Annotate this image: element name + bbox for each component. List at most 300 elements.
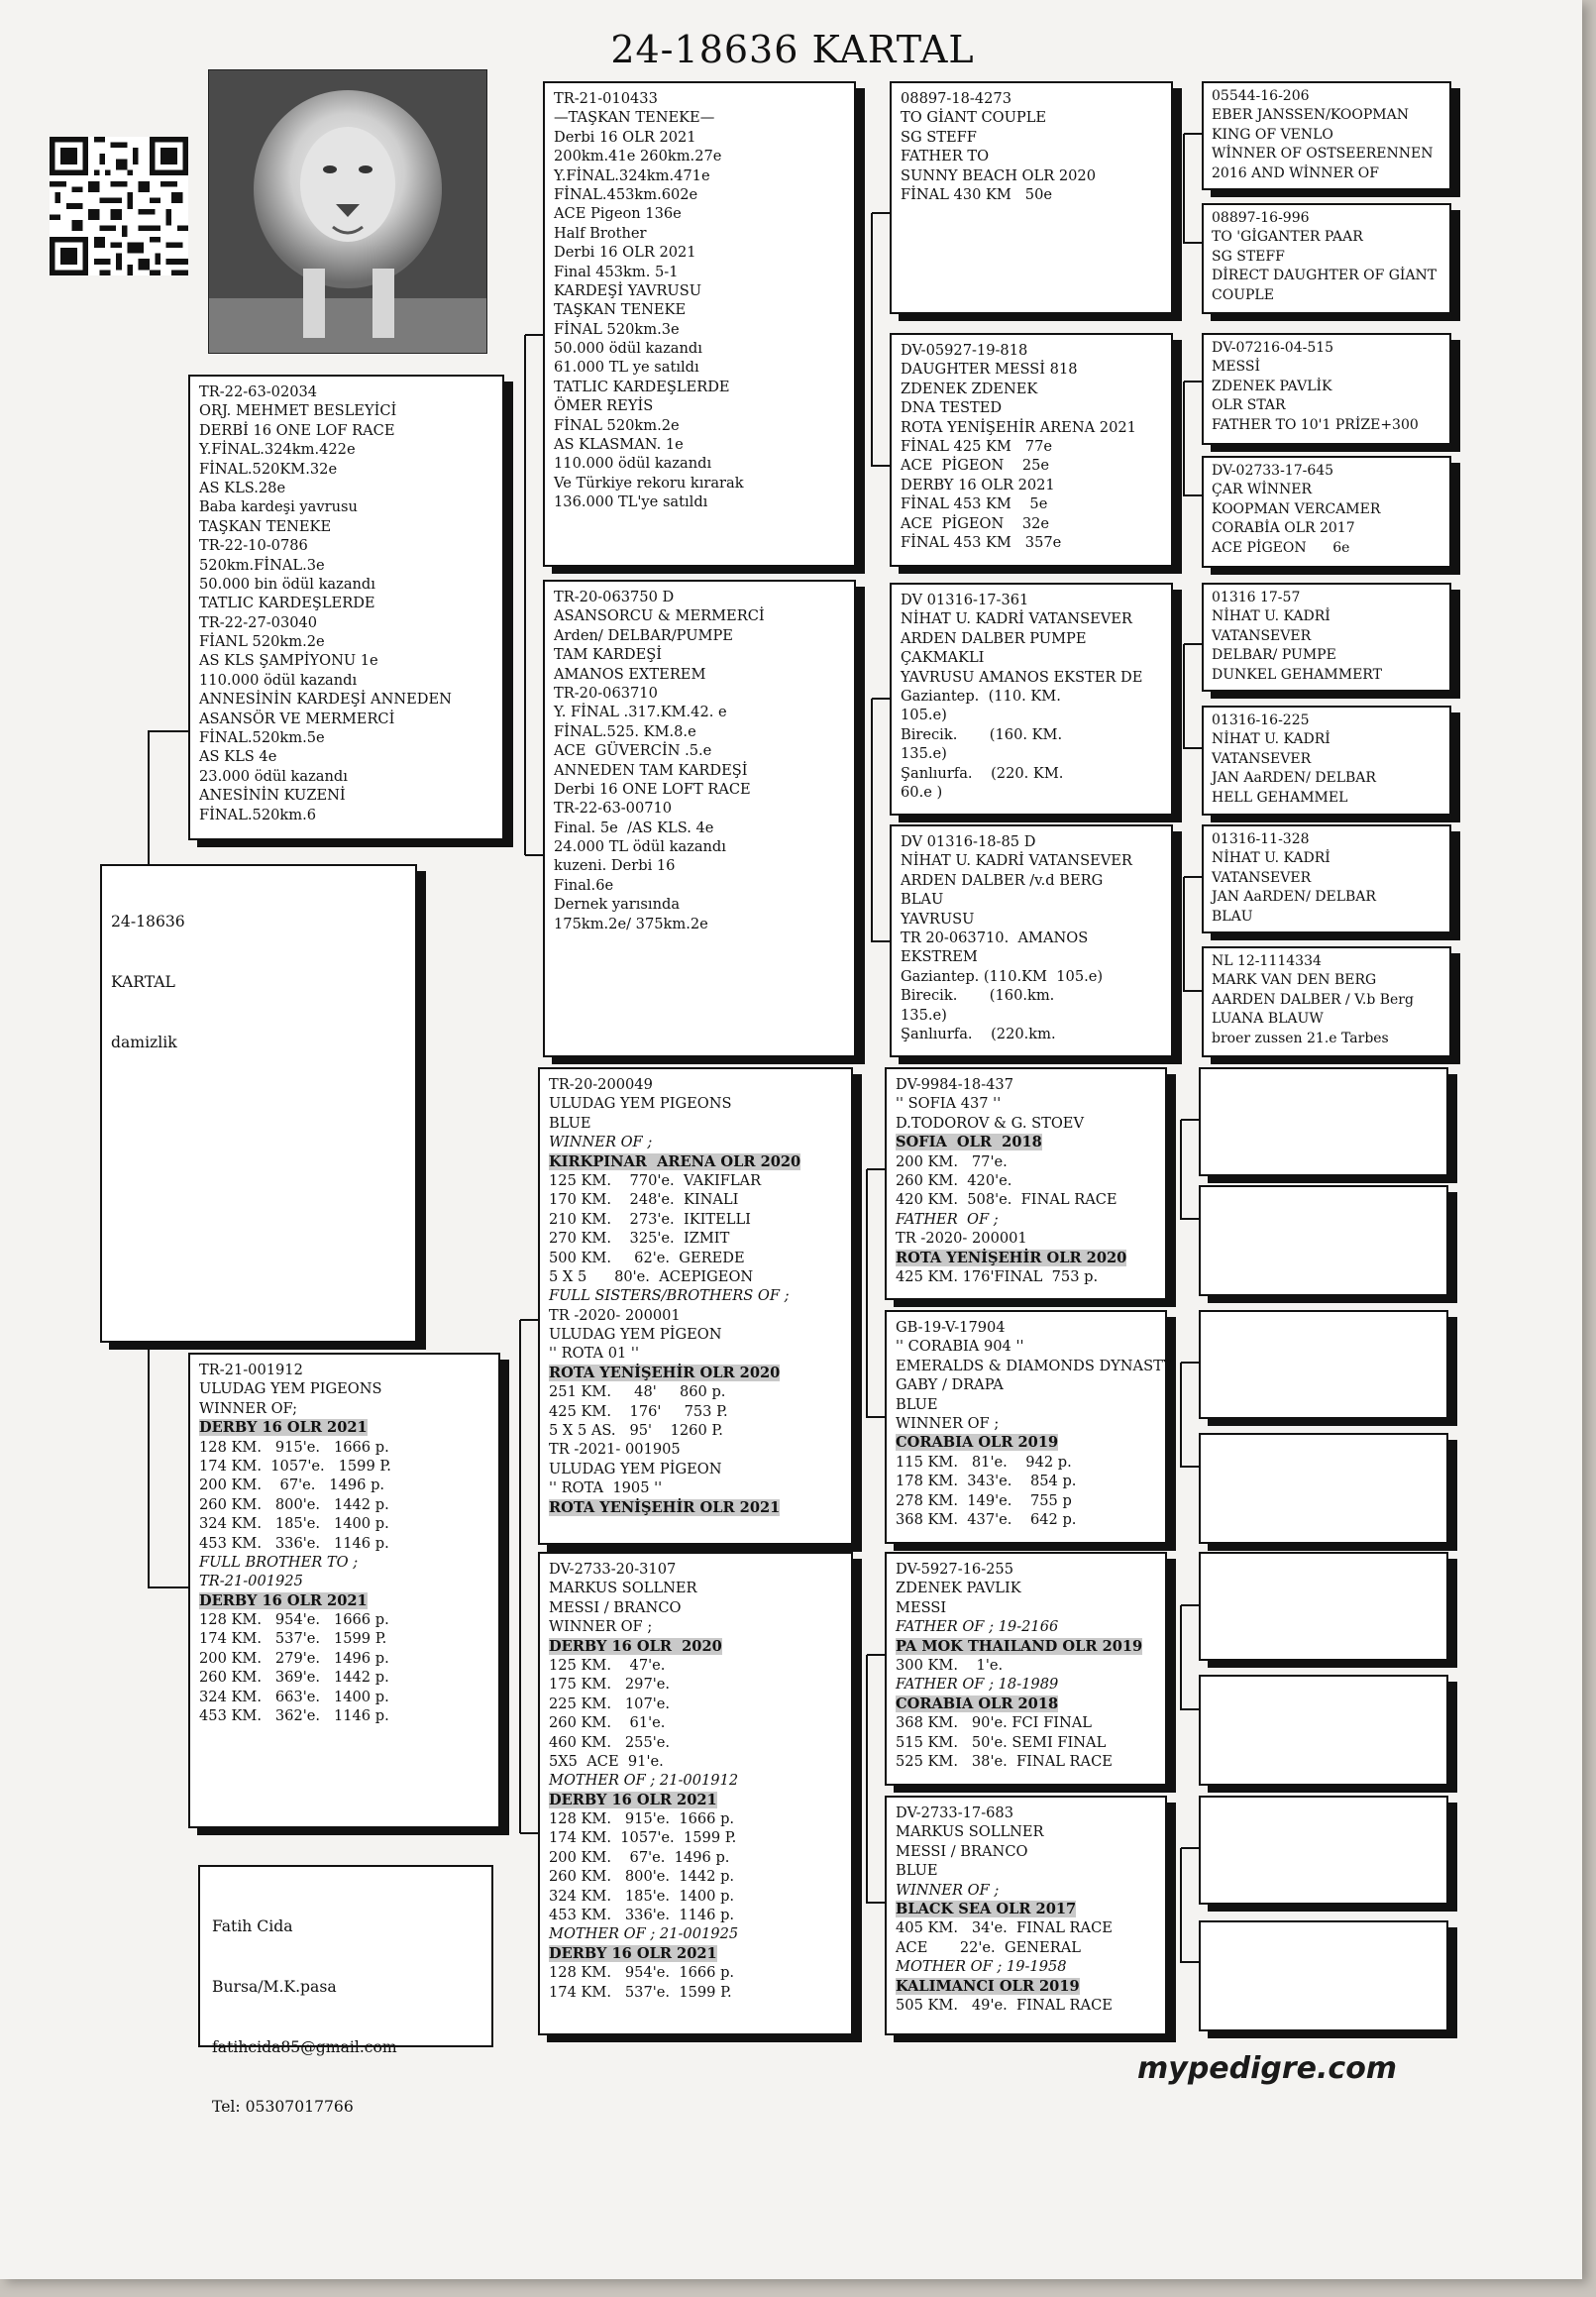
card-line: 260 KM. 420'e. [896,1171,1012,1189]
card-line: KING OF VENLO [1212,126,1333,143]
card-line: 174 KM. 1057'e. 1599 P. [199,1457,391,1475]
dam-card [188,1353,500,1828]
gen5-card-12 [1199,1433,1448,1544]
card-line: WINNER OF ; [896,1881,1000,1899]
card-line: FATHER OF ; [896,1210,999,1228]
card-line: ACE Pigeon 136e [554,205,682,223]
card-line: VATANSEVER [1212,750,1312,767]
card-line: DV-2733-17-683 [896,1805,1014,1821]
card-line [896,1433,1156,1452]
gen4-card-8 [885,1796,1167,2035]
card-line: TAŞKAN TENEKE [199,517,332,535]
card-line: OLR STAR [1212,397,1286,414]
card-line: DV 01316-18-85 D [901,833,1036,850]
card-line: FİNAL 520km.2e [554,416,680,434]
card-line: VATANSEVER [1212,627,1312,644]
card-line: Baba kardeşi yavrusu [199,498,358,516]
card-line: 50.000 bin ödül kazandı [199,575,375,593]
card-line: FATHER OF ; 18-1989 [896,1676,1059,1694]
card-line: TATLIC KARDEŞLERDE [554,378,730,395]
card-line: 200 KM. 279'e. 1496 p. [199,1649,389,1667]
card-line: ÇAKMAKLI [901,649,985,667]
card-line: NİHAT U. KADRİ VATANSEVER [901,610,1132,628]
card-line: 525 KM. 38'e. FINAL RACE [896,1752,1113,1770]
card-line: 520km.FİNAL.3e [199,556,325,574]
card-line: Ve Türkiye rekoru kırarak [554,474,744,492]
card-line: 260 KM. 61'e. [549,1714,666,1732]
card-line: 200 KM. 77'e. [896,1152,1008,1170]
card-line: ANNEDEN TAM KARDEŞİ [554,761,748,779]
card-line: WINNER OF ; [549,1134,653,1151]
gen5-lines [1212,589,1441,685]
card-line: DERBİ 16 ONE LOF RACE [199,421,395,439]
card-line: AS KLASMAN. 1e [554,436,684,454]
card-line: TR-20-063750 D [554,589,675,605]
card-line: 174 KM. 537'e. 1599 P. [549,1983,732,2001]
card-line: BLAU [901,891,944,909]
card-line: FİNAL.520KM.32e [199,460,338,478]
card-line: 368 KM. 437'e. 642 p. [896,1510,1077,1528]
card-line: ACE GÜVERCİN .5.e [554,742,712,760]
page-title: 24-18636 KARTAL [610,28,975,71]
card-line: 260 KM. 369'e. 1442 p. [199,1669,389,1687]
card-line: 324 KM. 185'e. 1400 p. [199,1515,389,1533]
highlighted-race: PA MOK THAILAND OLR 2019 [896,1637,1143,1655]
card-line: SG STEFF [1212,248,1285,265]
card-line: 200 KM. 67'e. 1496 p. [199,1477,385,1494]
card-line: NİHAT U. KADRİ [1212,850,1330,867]
card-line: ACE PİGEON 32e [901,514,1050,532]
card-line: '' CORABIA 904 '' [896,1338,1024,1356]
card-line: Final 453km. 5-1 [554,263,679,280]
card-line: YAVRUSU AMANOS EKSTER DE [901,668,1143,686]
card-line: Şanlıurfa. (220.km. [901,1025,1056,1042]
card-line: MOTHER OF ; 21-001925 [549,1925,739,1943]
highlighted-race: DERBY 16 OLR 2021 [549,1791,717,1808]
card-line: TR-22-63-00710 [554,800,673,818]
card-line: 175km.2e/ 375km.2e [554,915,708,932]
card-line: JAN AaRDEN/ DELBAR [1212,770,1376,787]
card-line: TR -2020- 200001 [549,1306,681,1324]
gen5-card-9 [1199,1067,1448,1176]
card-line: TR-22-63-02034 [199,383,318,400]
card-line: 200km.41e 260km.27e [554,148,722,165]
gen4-card-2 [890,333,1173,567]
card-line: MOTHER OF ; 19-1958 [896,1958,1067,1976]
card-line: FİANL 520km.2e [199,633,325,651]
gen5-card-3 [1202,333,1451,445]
card-line: 174 KM. 1057'e. 1599 P. [549,1829,737,1847]
highlighted-race: BLACK SEA OLR 2017 [896,1900,1077,1917]
card-line: FİNAL 425 KM 77e [901,437,1052,455]
card-line: ULUDAG YEM PİGEON [549,1326,722,1344]
card-line: FATHER TO [901,148,990,165]
card-line: TATLIC KARDEŞLERDE [199,595,375,612]
card-line: '' ROTA 1905 '' [549,1479,663,1497]
card-line: 324 KM. 185'e. 1400 p. [549,1887,735,1905]
card-line: ANESİNİN KUZENİ [199,787,346,805]
card-line: ÖMER REYİS [554,397,654,415]
card-line: 128 KM. 915'e. 1666 p. [199,1438,389,1456]
card-line: Gaziantep. (110.KM 105.e) [901,967,1104,985]
card-line: 136.000 TL'ye satıldı [554,493,708,511]
card-line: ARDEN DALBER /v.d BERG [901,871,1104,889]
card-line: Derbi 16 OLR 2021 [554,244,696,262]
card-line [896,1637,1156,1656]
gen4-card-4 [890,824,1173,1057]
card-line: WINNER OF; [199,1399,298,1417]
card-line: ORJ. MEHMET BESLEYİCİ [199,402,397,420]
card-line: 425 KM. 176' 753 P. [549,1402,728,1420]
brand-logo: mypedigre.com [1137,2051,1398,2086]
card-line: AS KLS.28e [199,479,286,496]
card-line: DV-2733-20-3107 [549,1561,677,1578]
card-line: 260 KM. 800'e. 1442 p. [199,1495,389,1513]
card-line: TR-20-063710 [554,684,658,702]
card-line: AS KLS 4e [199,748,277,766]
highlighted-race: CORABIA OLR 2018 [896,1695,1059,1712]
card-line: 01316-16-225 [1212,712,1310,728]
card-line: CORABİA OLR 2017 [1212,520,1355,537]
card-line: 260 KM. 800'e. 1442 p. [549,1868,735,1886]
gen5-card-4 [1202,456,1451,568]
card-line: MARKUS SOLLNER [896,1823,1044,1841]
card-line: 08897-18-4273 [901,90,1011,107]
card-line: DV-9984-18-437 [896,1076,1014,1093]
card-line: ZDENEK ZDENEK [901,380,1038,397]
card-line: 105.e) [901,707,947,724]
card-line: KOOPMAN VERCAMER [1212,500,1381,517]
gen4-lines [901,341,1162,552]
card-line: DV-07216-04-515 [1212,340,1334,356]
card-line: NİHAT U. KADRİ VATANSEVER [901,852,1132,870]
card-line: GB-19-V-17904 [896,1319,1006,1336]
card-line: DAUGHTER MESSİ 818 [901,361,1078,379]
card-line: Birecik. (160. KM. [901,725,1063,743]
card-line: SUNNY BEACH OLR 2020 [901,166,1096,184]
card-line: 128 KM. 954'e. 1666 p. [199,1611,389,1629]
card-line: 178 KM. 343'e. 854 p. [896,1473,1077,1490]
card-line: KARDEŞİ YAVRUSU [554,281,702,299]
card-line: AS KLS ŞAMPİYONU 1e [199,652,378,670]
card-line: 453 KM. 362'e. 1146 p. [199,1707,389,1725]
gen5-lines [1212,711,1441,808]
gen3-card-1 [543,81,856,567]
card-line: 135.e) [901,1006,947,1024]
card-line: ACE 22'e. GENERAL [896,1938,1081,1956]
card-line: 115 KM. 81'e. 942 p. [896,1453,1072,1471]
card-line: 08897-16-996 [1212,210,1310,226]
card-line: NL 12-1114334 [1212,953,1322,969]
card-line: DV-02733-17-645 [1212,463,1334,479]
gen4-lines [896,1318,1173,1529]
gen5-card-2 [1202,203,1451,314]
card-line: EMERALDS & DIAMONDS DYNASTY [896,1357,1173,1374]
card-line: DNA TESTED [901,399,1003,417]
card-line: 05544-16-206 [1212,88,1310,104]
highlighted-race: CORABIA OLR 2019 [896,1434,1059,1452]
card-line: 420 KM. 508'e. FINAL RACE [896,1191,1117,1209]
card-line: 368 KM. 90'e. FCI FINAL [896,1714,1092,1732]
gen3-card-2 [543,580,856,1057]
subject-lines [111,872,406,1092]
card-line: MARKUS SOLLNER [549,1580,697,1597]
gen5-card-6 [1202,706,1451,816]
gen4-card-3 [890,583,1173,816]
gen5-lines [1212,830,1441,927]
gen4-lines [901,89,1162,204]
card-line: DV-05927-19-818 [901,342,1028,359]
card-line: Final. 5e /AS KLS. 4e [554,819,714,836]
card-line: ARDEN DALBER PUMPE [901,629,1087,647]
card-line: D.TODOROV & G. STOEV [896,1114,1084,1132]
gen5-card-10 [1199,1185,1448,1296]
card-line: 128 KM. 954'e. 1666 p. [549,1964,735,1982]
card-line: FİNAL 430 KM 50e [901,185,1052,203]
card-line: TR-22-27-03040 [199,613,318,631]
card-line: LUANA BLAUW [1212,1011,1324,1028]
highlighted-race: KALIMANCI OLR 2019 [896,1977,1080,1995]
gen5-card-8 [1202,946,1451,1057]
gen5-lines [1212,462,1441,558]
card-line: ÇAR WİNNER [1212,482,1312,498]
card-line: 453 KM. 336'e. 1146 p. [549,1907,735,1924]
subject-line: 24-18636 [111,913,185,931]
card-line: 324 KM. 663'e. 1400 p. [199,1688,389,1705]
gen5-card-11 [1199,1310,1448,1419]
gen3-lines [549,1560,842,2002]
subject-line: damizlik [111,1033,177,1051]
card-line: EKSTREM [901,948,978,966]
card-line: ULUDAG YEM PIGEONS [199,1380,382,1398]
card-line [896,1900,1156,1918]
card-line: '' SOFIA 437 '' [896,1095,1002,1113]
gen3-lines [549,1075,842,1517]
sire-lines [199,383,493,824]
card-line: BLUE [549,1114,591,1132]
card-line: DV 01316-17-361 [901,592,1029,608]
card-line: GABY / DRAPA [896,1376,1004,1394]
card-line: 01316 17-57 [1212,590,1301,605]
gen5-card-15 [1199,1796,1448,1905]
card-line: Derbi 16 ONE LOFT RACE [554,780,751,798]
card-line: BLUE [896,1862,938,1880]
card-line: 500 KM. 62'e. GEREDE [549,1249,745,1266]
card-line: ROTA YENİŞEHİR ARENA 2021 [901,418,1136,436]
card-line: YAVRUSU [901,910,975,928]
card-line: HELL GEHAMMEL [1212,789,1348,806]
card-line: 174 KM. 537'e. 1599 P. [199,1630,387,1648]
card-line: TR-20-200049 [549,1076,653,1093]
card-line: 460 KM. 255'e. [549,1733,671,1751]
card-line: BLUE [896,1395,938,1413]
card-line: 125 KM. 770'e. VAKIFLAR [549,1171,762,1189]
card-line: 210 KM. 273'e. IKITELLI [549,1210,751,1228]
card-line: AARDEN DALBER / V.b Berg [1212,991,1414,1008]
card-line: ACE PİGEON 6e [1212,539,1350,556]
card-line: FULL SISTERS/BROTHERS OF ; [549,1287,790,1305]
card-line: Y.FİNAL.324km.471e [554,166,710,184]
highlighted-race: SOFIA OLR 2018 [896,1134,1042,1151]
card-line: 01316-11-328 [1212,831,1310,847]
card-line: Y. FİNAL .317.KM.42. e [554,704,727,721]
gen3-lines [554,89,845,512]
card-line: 23.000 ödül kazandı [199,767,348,785]
card-line: NİHAT U. KADRİ [1212,608,1330,625]
card-line: 405 KM. 34'e. FINAL RACE [896,1919,1113,1937]
card-line: FATHER TO 10'1 PRİZE+300 [1212,416,1419,433]
owner-city: Bursa/M.K.pasa [212,1978,337,1996]
card-line: MESSI / BRANCO [896,1842,1028,1860]
card-line: TAŞKAN TENEKE [554,301,687,319]
gen3-card-3 [538,1067,853,1545]
card-line: DERBY 16 OLR 2021 [901,476,1055,493]
card-line: kuzeni. Derbi 16 [554,857,676,875]
card-line: MESSI [896,1598,947,1616]
card-line: BLAU [1212,908,1253,925]
card-line: FİNAL 453 KM 357e [901,533,1062,551]
card-line: 128 KM. 915'e. 1666 p. [549,1810,735,1828]
card-line: EBER JANSSEN/KOOPMAN [1212,107,1409,124]
card-line [896,1249,1156,1267]
card-line: TR-21-010433 [554,90,658,107]
highlighted-race: ROTA YENİŞEHİR OLR 2020 [896,1249,1127,1266]
card-line: 50.000 ödül kazandı [554,340,702,358]
card-line: TO 'GİGANTER PAAR [1212,229,1363,246]
owner-email: fatihcida85@gmail.com [212,2037,397,2056]
card-line: ULUDAG YEM PIGEONS [549,1095,732,1113]
card-line: MESSİ [1212,359,1261,376]
card-line: 251 KM. 48' 860 p. [549,1383,726,1401]
gen3-card-4 [538,1552,853,2035]
owner-name: Fatih Cida [212,1917,293,1936]
highlighted-race: ROTA YENİŞEHİR OLR 2020 [549,1364,781,1381]
card-line: broer zussen 21.e Tarbes [1212,1030,1389,1046]
card-line: FATHER OF ; 19-2166 [896,1618,1059,1636]
card-line: 170 KM. 248'e. KINALI [549,1191,739,1209]
card-line: —TAŞKAN TENEKE— [554,109,715,127]
card-line [896,1133,1156,1151]
card-line: TAM KARDEŞİ [554,646,663,664]
card-line [199,1591,489,1610]
card-line: Gaziantep. (110. KM. [901,687,1061,705]
card-line: Birecik. (160.km. [901,987,1055,1005]
card-line: 300 KM. 1'e. [896,1656,1004,1674]
card-line: TR-21-001912 [199,1362,303,1378]
subject-line: KARTAL [111,973,175,991]
owner-lines [212,1877,479,2157]
card-line: FİNAL 453 KM 5e [901,495,1048,513]
card-line: 61.000 TL ye satıldı [554,359,699,377]
owner-card [198,1865,493,2117]
card-line [199,1418,489,1437]
card-line: 110.000 ödül kazandı [554,455,712,473]
gen4-lines [896,1804,1156,2015]
card-line: AMANOS EXTEREM [554,665,706,683]
gen5-card-16 [1199,1920,1448,2031]
highlighted-race: DERBY 16 OLR 2021 [199,1591,368,1609]
card-line: FİNAL.525. KM.8.e [554,722,696,740]
card-line: JAN AaRDEN/ DELBAR [1212,889,1376,906]
sire-card [188,375,504,840]
card-line: TR -2021- 001905 [549,1441,681,1459]
card-line: 5 X 5 AS. 95' 1260 P. [549,1422,723,1440]
card-line: ZDENEK PAVLİK [1212,378,1332,394]
gen4-lines [901,591,1162,802]
highlighted-race: DERBY 16 OLR 2021 [199,1419,368,1437]
card-line: MARK VAN DEN BERG [1212,972,1377,989]
gen4-card-1 [890,81,1173,314]
subject-pigeon-card [100,864,417,1343]
card-line [549,1944,842,1963]
card-line: 60.e ) [901,783,943,801]
card-line: 425 KM. 176'FINAL 753 p. [896,1267,1099,1285]
card-line: MOTHER OF ; 21-001912 [549,1772,739,1790]
card-line [549,1364,842,1382]
highlighted-race: KIRKPINAR ARENA OLR 2020 [549,1152,801,1170]
card-line: DELBAR/ PUMPE [1212,647,1336,664]
card-line: FİNAL.520km.5e [199,729,325,747]
card-line: 270 KM. 325'e. IZMIT [549,1230,730,1248]
gen3-lines [554,588,845,933]
card-line: 515 KM. 50'e. SEMI FINAL [896,1733,1107,1751]
card-line: NİHAT U. KADRİ [1212,731,1330,748]
gen4-lines [896,1075,1156,1286]
gen4-card-5 [885,1067,1167,1300]
card-line: Half Brother [554,224,647,242]
gen5-card-1 [1202,81,1451,190]
gen4-card-7 [885,1552,1167,1786]
card-line: 135.e) [901,745,947,763]
gen5-card-14 [1199,1675,1448,1786]
gen5-card-13 [1199,1552,1448,1661]
card-line: ASANSÖR VE MERMERCİ [199,710,395,727]
gen4-card-6 [885,1310,1173,1544]
dam-lines [199,1361,489,1725]
card-line: FİNAL.520km.6 [199,806,316,823]
card-line [549,1791,842,1809]
card-line: 278 KM. 149'e. 755 p [896,1491,1072,1509]
card-line: Y.FİNAL.324km.422e [199,441,356,459]
owner-phone: Tel: 05307017766 [212,2098,354,2117]
card-line [549,1498,842,1517]
card-line: ULUDAG YEM PİGEON [549,1460,722,1477]
card-line: TR 20-063710. AMANOS [901,929,1089,946]
card-line: Arden/ DELBAR/PUMPE [554,626,733,644]
card-line: 24.000 TL ödül kazandı [554,838,726,856]
card-line: 225 KM. 107'e. [549,1695,671,1712]
gen5-card-7 [1202,824,1451,933]
gen5-lines [1212,209,1441,305]
card-line: FULL BROTHER TO ; [199,1553,359,1571]
card-line: MESSI / BRANCO [549,1598,682,1616]
card-line: Şanlıurfa. (220. KM. [901,764,1064,782]
card-line: 453 KM. 336'e. 1146 p. [199,1534,389,1552]
card-line: 175 KM. 297'e. [549,1676,671,1694]
card-line [896,1977,1156,1996]
gen4-lines [896,1560,1156,1771]
card-line: WİNNER OF OSTSEERENNEN [1212,146,1434,163]
card-line: 5 X 5 80'e. ACEPIGEON [549,1267,754,1285]
card-line: TR-22-10-0786 [199,537,308,555]
card-line: ANNESİNİN KARDEŞİ ANNEDEN [199,691,452,709]
card-line: DV-5927-16-255 [896,1561,1014,1578]
highlighted-race: DERBY 16 OLR 2020 [549,1637,722,1655]
card-line: Dernek yarısında [554,896,681,914]
card-line: 125 KM. 47'e. [549,1656,666,1674]
card-line: ASANSORCU & MERMERCİ [554,607,765,625]
card-line: DİRECT DAUGHTER OF GİANT [1212,268,1437,284]
